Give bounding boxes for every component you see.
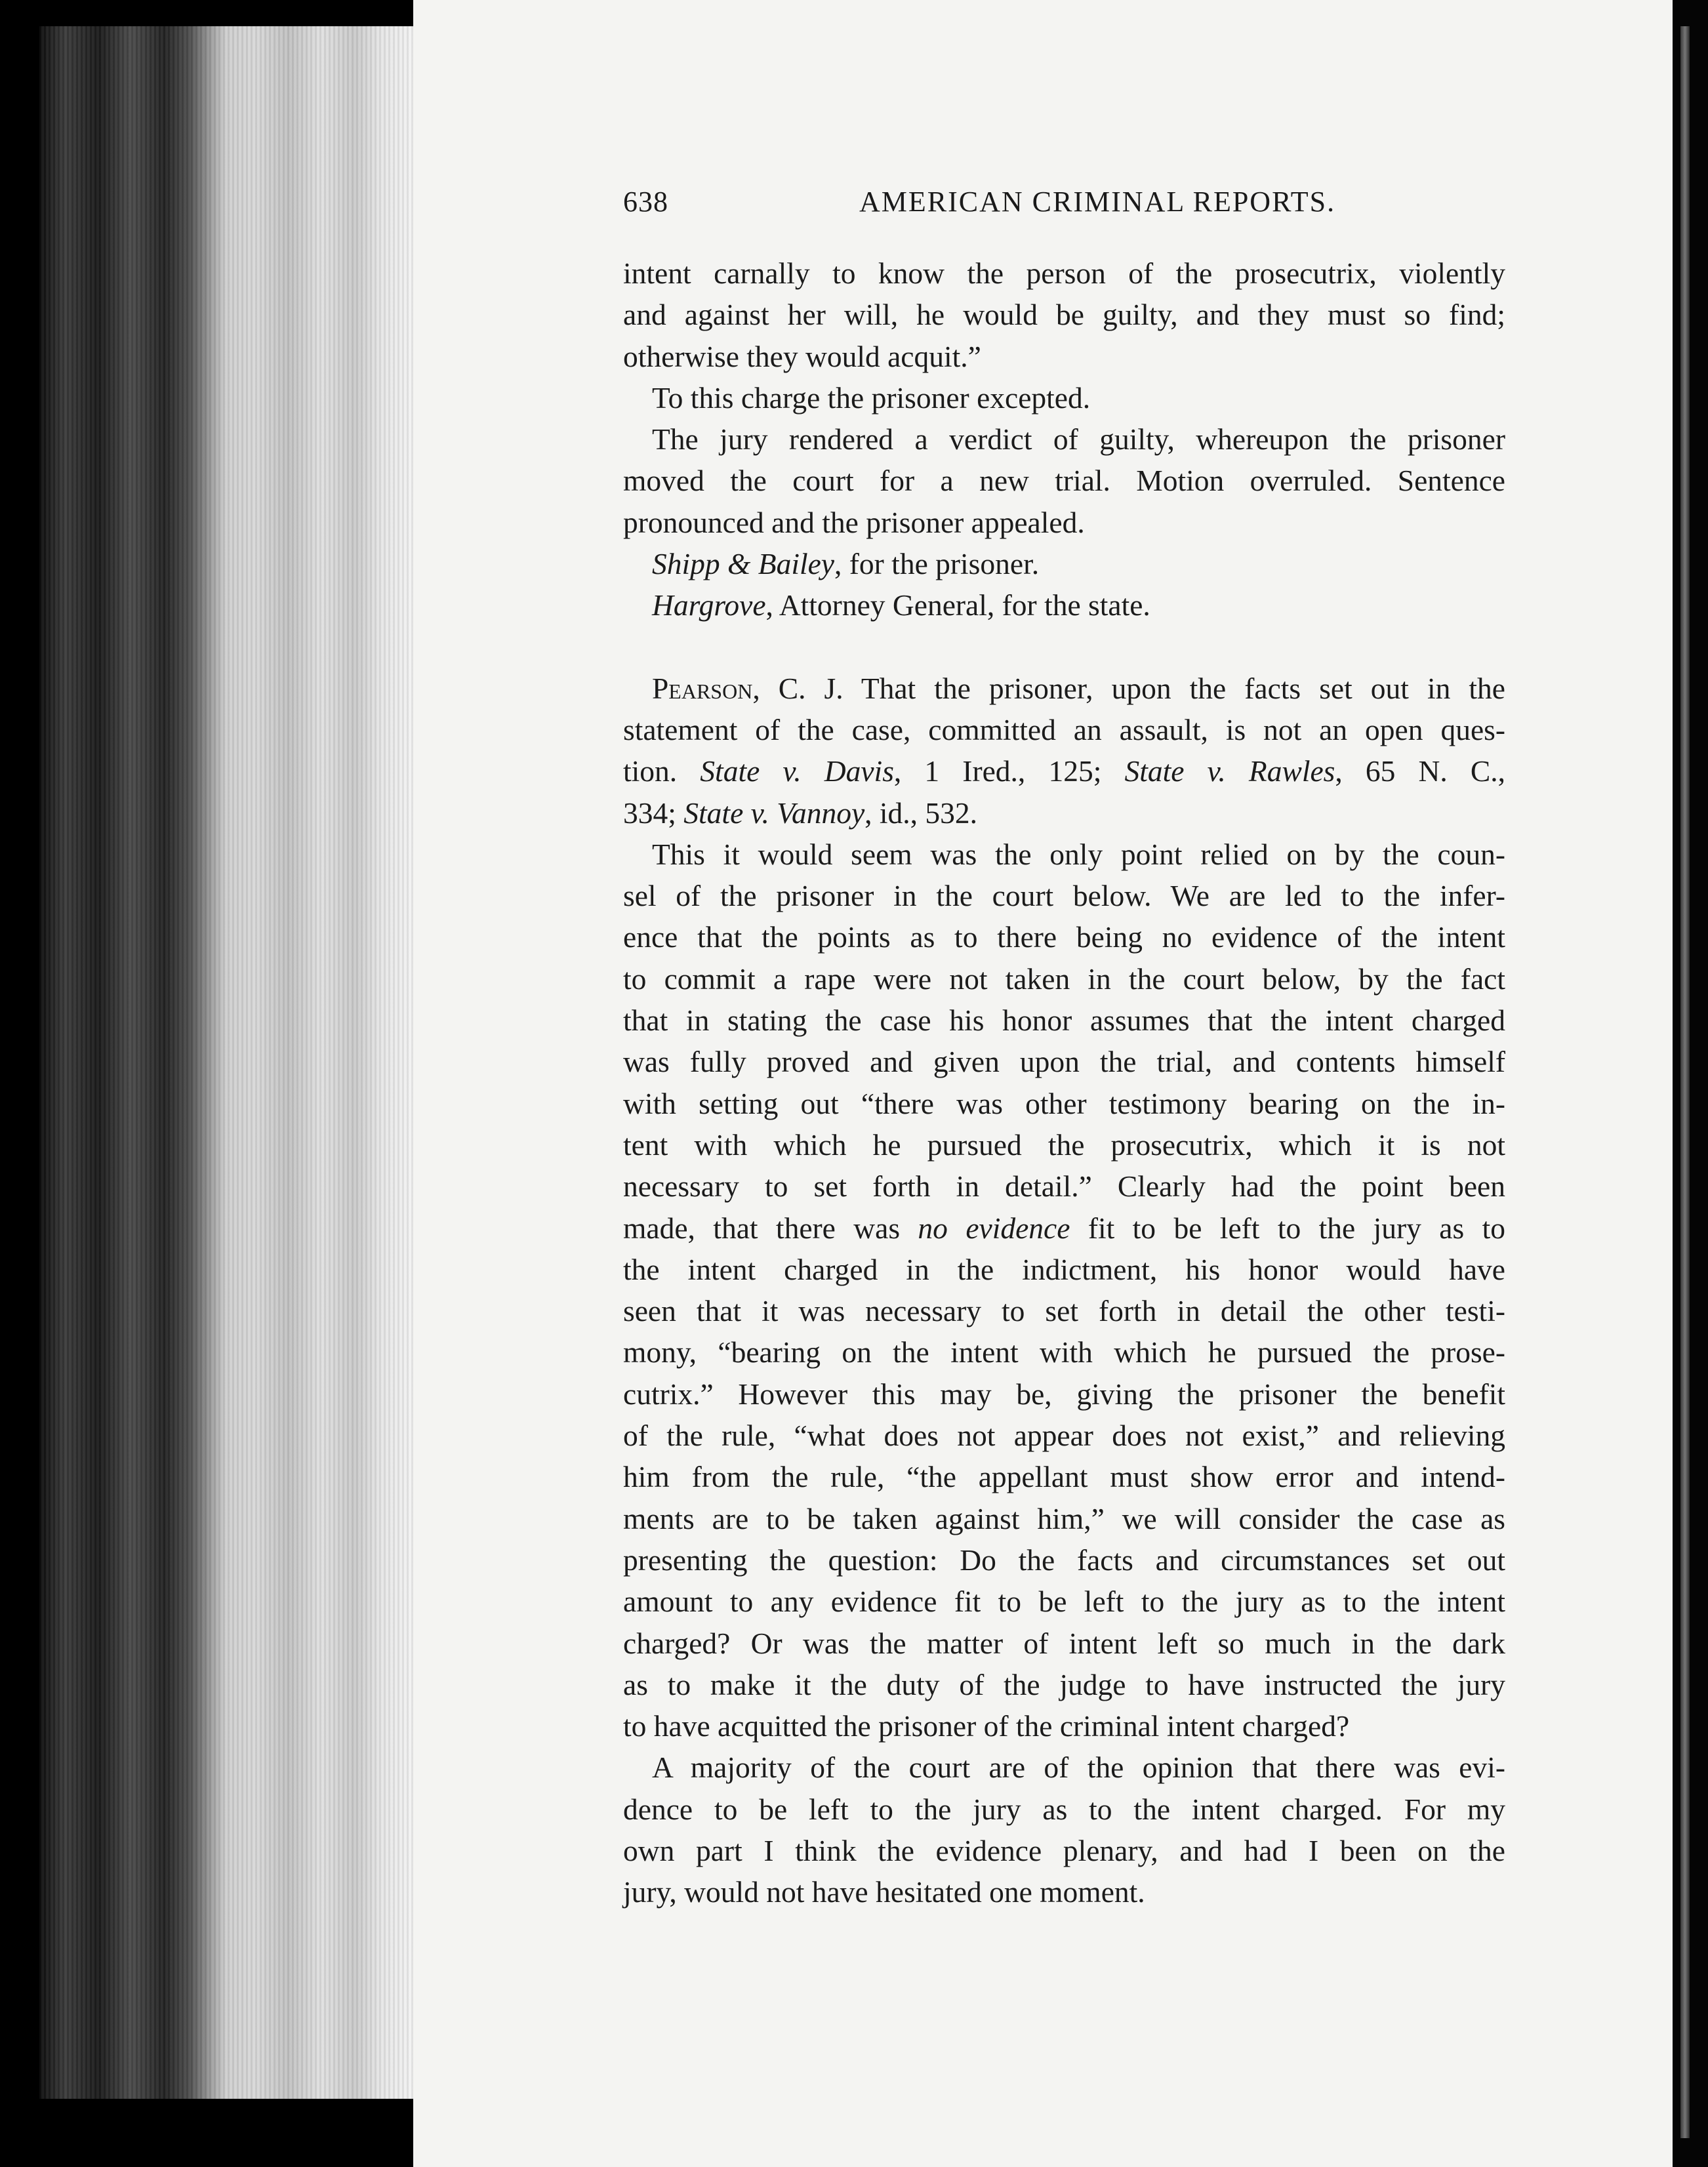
text-line: tent with which he pursued the prosecutrix, which it is not (623, 1127, 1505, 1162)
text-line: necessary to set forth in detail.” Clearly had the point been (623, 1169, 1505, 1204)
text-line: was fully proved and given upon the trial, and contents himself (623, 1045, 1505, 1079)
text-line: ments are to be taken against him,” we will consider the case as (623, 1501, 1505, 1535)
counsel-name: Shipp & Bailey (652, 547, 834, 581)
text-line: moved the court for a new trial. Motion overruled. Sentence (623, 464, 1505, 498)
text-line: mony, “bearing on the intent with which he pursued the prose- (623, 1335, 1505, 1369)
paragraph-gap (623, 626, 1505, 668)
counsel-line: Hargrove, Attorney General, for the state. (652, 588, 1150, 622)
page-header (623, 185, 1515, 231)
text-line: cutrix.” However this may be, giving the prisoner the benefit (623, 1377, 1505, 1411)
text-line: made, that there was no evidence fit to be left to the jury as to (623, 1211, 1505, 1245)
text-line: of the rule, “what does not appear does not exist,” and relieving (623, 1419, 1505, 1453)
text-line: the intent charged in the indictment, his honor would have (623, 1252, 1505, 1286)
body-text (623, 253, 1505, 1913)
text-line: that in stating the case his honor assumes that the intent charged (623, 1003, 1505, 1038)
text-line: and against her will, he would be guilty, and they must so find; (623, 298, 1505, 332)
text-line: statement of the case, committed an assault, is not an open ques- (623, 712, 1505, 746)
text-line: sel of the prisoner in the court below. We are led to the infer- (623, 879, 1505, 913)
citation-line: 334; State v. Vannoy, id., 532. (623, 796, 978, 830)
text-line: seen that it was necessary to set forth in detail the other testi- (623, 1294, 1505, 1328)
facing-page-edge (1680, 26, 1690, 2138)
citation-line: tion. State v. Davis, 1 Ired., 125; State v. Rawles, 65 N. C., (623, 754, 1505, 788)
text-line: amount to any evidence fit to be left to the jury as to the intent (623, 1585, 1505, 1619)
text-line: with setting out “there was other testimony bearing on the in- (623, 1086, 1505, 1120)
text-line: him from the rule, “the appellant must show error and intend- (623, 1460, 1505, 1494)
text-line: to have acquitted the prisoner of the criminal intent charged? (623, 1709, 1350, 1743)
opinion-start-line: Pearson, C. J. That the prisoner, upon the facts set out in the (652, 671, 1505, 705)
counsel-line: Shipp & Bailey, for the prisoner. (652, 547, 1040, 581)
text-line: dence to be left to the jury as to the intent charged. For my (623, 1792, 1505, 1826)
book-spine-edge (39, 26, 413, 2099)
text-line: A majority of the court are of the opinion that there was evi- (652, 1751, 1505, 1785)
judge-name: Pearson (652, 671, 753, 705)
page-number: 638 (623, 186, 668, 218)
emphasis: no evidence (918, 1211, 1070, 1245)
text-line: pronounced and the prisoner appealed. (623, 505, 1085, 539)
text-line: The jury rendered a verdict of guilty, whereupon the prisoner (652, 422, 1505, 456)
text-line: This it would seem was the only point relied on by the coun- (652, 837, 1505, 871)
text-line: intent carnally to know the person of the prosecutrix, violently (623, 256, 1505, 290)
text-line: To this charge the prisoner excepted. (652, 380, 1091, 415)
text-line: own part I think the evidence plenary, and had I been on the (623, 1833, 1505, 1867)
text-line: ence that the points as to there being no evidence of the intent (623, 920, 1505, 954)
running-head: AMERICAN CRIMINAL REPORTS. (859, 186, 1336, 218)
text-line: jury, would not have hesitated one moment. (623, 1875, 1145, 1909)
text-line: as to make it the duty of the judge to have instructed the jury (623, 1667, 1505, 1701)
text-line: otherwise they would acquit.” (623, 339, 981, 373)
text-line: charged? Or was the matter of intent left so much in the dark (623, 1626, 1505, 1660)
counsel-name: Hargrove (652, 588, 766, 622)
text-line: presenting the question: Do the facts and circumstances set out (623, 1543, 1505, 1577)
scan-border-right (1673, 0, 1708, 2167)
text-line: to commit a rape were not taken in the court below, by the fact (623, 962, 1505, 996)
